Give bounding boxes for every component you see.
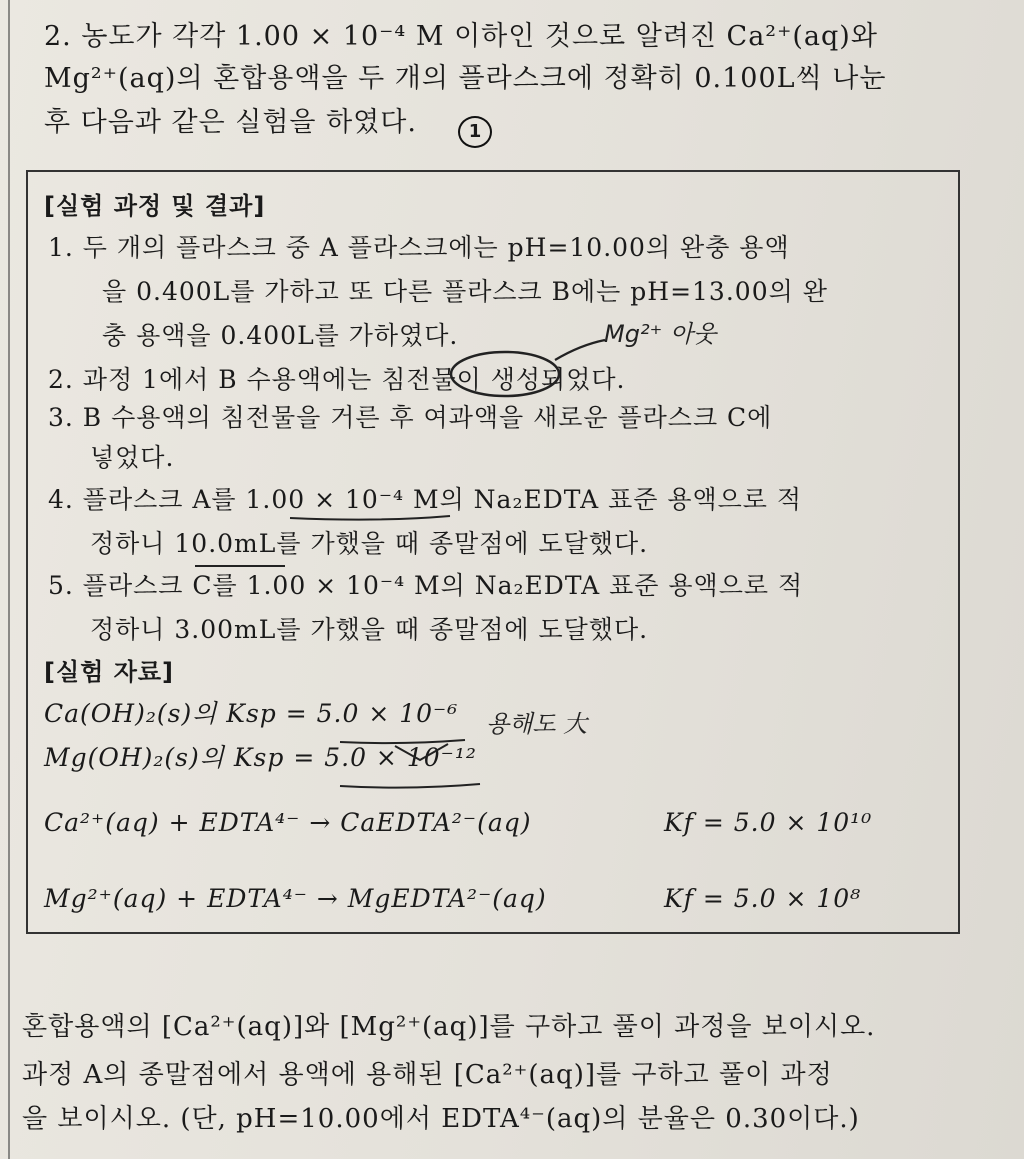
reaction-magnesium-edta: Mg²⁺(aq) + EDTA⁴⁻ → MgEDTA²⁻(aq) xyxy=(44,884,547,913)
bottom-question-3: 을 보이시오. (단, pH=10.00에서 EDTA⁴⁻(aq)의 분율은 0.30이다.) xyxy=(22,1104,860,1134)
data-header: [실험 자료] xyxy=(44,658,175,686)
bottom-question-2: 과정 A의 종말점에서 용액에 용해된 [Ca²⁺(aq)]를 구하고 풀이 과정 xyxy=(22,1060,833,1090)
handwritten-note-solubility: 용해도 大 xyxy=(486,710,588,738)
step-3-line-a: 3. B 수용액의 침전물을 거른 후 여과액을 새로운 플라스크 C에 xyxy=(48,403,773,432)
step-1-line-c: 충 용액을 0.400L를 가하였다. xyxy=(102,321,459,350)
circled-number-mark: 1 xyxy=(458,116,492,148)
reaction-calcium-edta: Ca²⁺(aq) + EDTA⁴⁻ → CaEDTA²⁻(aq) xyxy=(44,808,532,837)
kf-calcium-edta: Kf = 5.0 × 10¹⁰ xyxy=(664,808,873,837)
check-mark xyxy=(395,744,448,760)
kf-magnesium-edta: Kf = 5.0 × 10⁸ xyxy=(664,884,862,913)
procedure-header: [실험 과정 및 결과] xyxy=(44,192,266,220)
step-2-line: 2. 과정 1에서 B 수용액에는 침전물이 생성되었다. xyxy=(48,365,626,394)
arrow-line-mark xyxy=(555,340,605,360)
step-1-line-a: 1. 두 개의 플라스크 중 A 플라스크에는 pH=10.00의 완충 용액 xyxy=(48,233,790,262)
step-4-line-a: 4. 플라스크 A를 1.00 × 10⁻⁴ M의 Na₂EDTA 표준 용액으로 적 xyxy=(48,485,803,514)
question-line-3: 후 다음과 같은 실험을 하였다. xyxy=(44,107,417,138)
ksp-calcium-hydroxide: Ca(OH)₂(s)의 Ksp = 5.0 × 10⁻⁶ xyxy=(44,699,459,728)
underline-ksp-ca xyxy=(340,740,465,743)
question-line-2: Mg²⁺(aq)의 혼합용액을 두 개의 플라스크에 정확히 0.100L씩 나눈 xyxy=(44,63,887,94)
underline-concentration xyxy=(290,516,450,520)
step-5-line-a: 5. 플라스크 C를 1.00 × 10⁻⁴ M의 Na₂EDTA 표준 용액으로 적 xyxy=(48,571,804,600)
step-3-line-b: 넣었다. xyxy=(90,443,175,472)
step-4-line-b: 정하니 10.0mL를 가했을 때 종말점에 도달했다. xyxy=(90,529,649,558)
bottom-question-1: 혼합용액의 [Ca²⁺(aq)]와 [Mg²⁺(aq)]를 구하고 풀이 과정을 보이시오. xyxy=(22,1012,876,1042)
ksp-magnesium-hydroxide: Mg(OH)₂(s)의 Ksp = 5.0 × 10⁻¹² xyxy=(44,743,477,772)
handwritten-note-mg: Mg²⁺ 아웃 xyxy=(604,320,717,348)
circle-precipitate-mark xyxy=(451,352,559,396)
step-5-line-b: 정하니 3.00mL를 가했을 때 종말점에 도달했다. xyxy=(90,615,649,644)
question-line-1: 2. 농도가 각각 1.00 × 10⁻⁴ M 이하인 것으로 알려진 Ca²⁺(aq)와 xyxy=(44,21,878,52)
underline-ksp-mg xyxy=(340,784,480,788)
step-1-line-b: 을 0.400L를 가하고 또 다른 플라스크 B에는 pH=13.00의 완 xyxy=(102,277,828,306)
